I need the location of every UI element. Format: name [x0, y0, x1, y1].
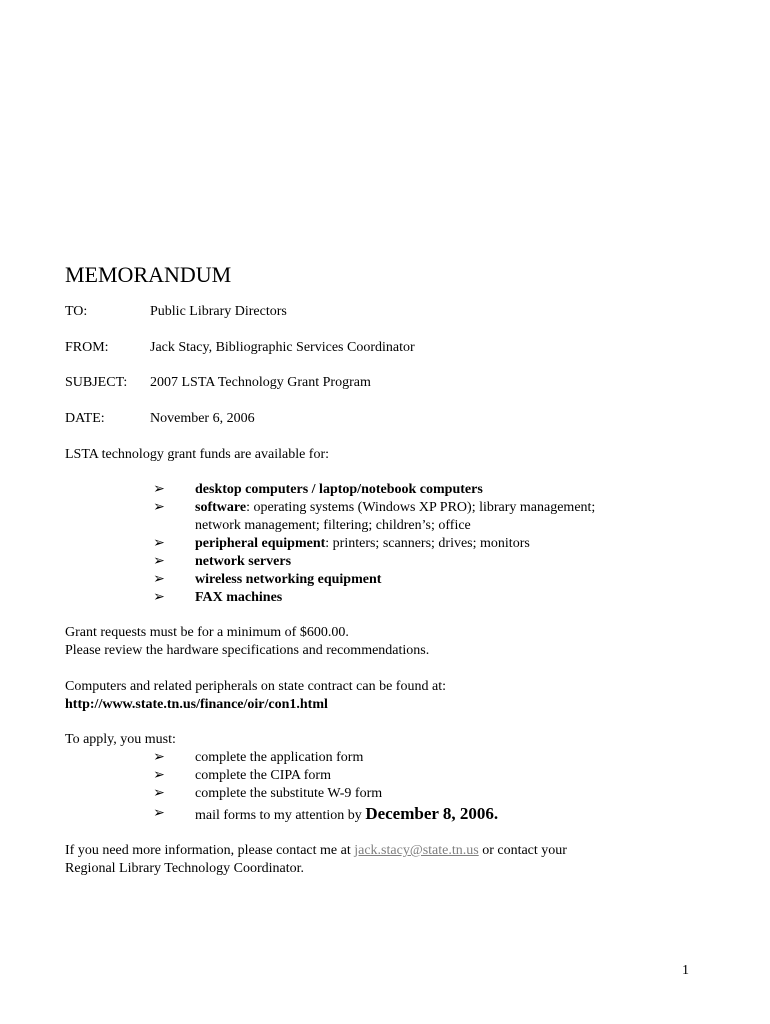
contact-post: or contact your: [478, 843, 567, 858]
intro-text: LSTA technology grant funds are available for:: [65, 447, 330, 462]
to-value: Public Library Directors: [150, 304, 287, 319]
requests-line2: Please review the hardware specifications and recommendations.: [65, 643, 430, 658]
item-bold: software: [195, 500, 247, 515]
bullet-arrow-icon: ➢: [153, 768, 165, 783]
from-label: FROM:: [65, 340, 109, 355]
contract-line1: Computers and related peripherals on state contract can be found at:: [65, 679, 446, 694]
item-bold: wireless networking equipment: [195, 572, 382, 587]
bullet-arrow-icon: ➢: [153, 806, 165, 821]
bullet-arrow-icon: ➢: [153, 536, 165, 551]
bullet-arrow-icon: ➢: [153, 572, 165, 587]
apply-heading: To apply, you must:: [65, 732, 176, 747]
contact-line1: [65, 842, 567, 860]
step4-text: mail forms to my attention by: [195, 808, 366, 823]
bullet-arrow-icon: ➢: [153, 554, 165, 569]
item-text: : printers; scanners; drives; monitors: [325, 536, 530, 551]
email-link[interactable]: jack.stacy@state.tn.us: [354, 843, 479, 858]
list-item: [195, 535, 530, 553]
requests-line1: Grant requests must be for a minimum of $600.00.: [65, 625, 349, 640]
page-number: 1: [682, 963, 689, 978]
list-item-continuation: network management; filtering; children’s; office: [195, 518, 471, 533]
apply-step-1: complete the application form: [195, 750, 364, 765]
list-item: [195, 481, 483, 499]
to-label: TO:: [65, 304, 88, 319]
bullet-arrow-icon: ➢: [153, 500, 165, 515]
contact-line2: Regional Library Technology Coordinator.: [65, 861, 305, 876]
date-value: November 6, 2006: [150, 411, 255, 426]
apply-step-2: complete the CIPA form: [195, 768, 331, 783]
apply-step-4: [195, 803, 498, 827]
list-item: [195, 553, 291, 571]
bullet-arrow-icon: ➢: [153, 786, 165, 801]
item-bold: desktop computers / laptop/notebook computers: [195, 482, 483, 497]
list-item: [195, 589, 282, 607]
bullet-arrow-icon: ➢: [153, 750, 165, 765]
deadline-date: December 8, 2006.: [365, 804, 499, 823]
date-label: DATE:: [65, 411, 105, 426]
apply-step-3: complete the substitute W-9 form: [195, 786, 383, 801]
subject-label: SUBJECT:: [65, 375, 128, 390]
item-bold: peripheral equipment: [195, 536, 326, 551]
from-value: Jack Stacy, Bibliographic Services Coordinator: [150, 340, 415, 355]
item-bold: FAX machines: [195, 590, 283, 605]
subject-value: 2007 LSTA Technology Grant Program: [150, 375, 371, 390]
memo-title: MEMORANDUM: [65, 262, 232, 287]
bullet-arrow-icon: ➢: [153, 590, 165, 605]
item-bold: network servers: [195, 554, 292, 569]
bullet-arrow-icon: ➢: [153, 482, 165, 497]
item-text: : operating systems (Windows XP PRO); library management;: [246, 500, 596, 515]
contact-pre: If you need more information, please contact me at: [65, 843, 355, 858]
list-item: [195, 499, 595, 517]
list-item: [195, 571, 381, 589]
contract-url[interactable]: http://www.state.tn.us/finance/oir/con1.html: [65, 697, 328, 712]
